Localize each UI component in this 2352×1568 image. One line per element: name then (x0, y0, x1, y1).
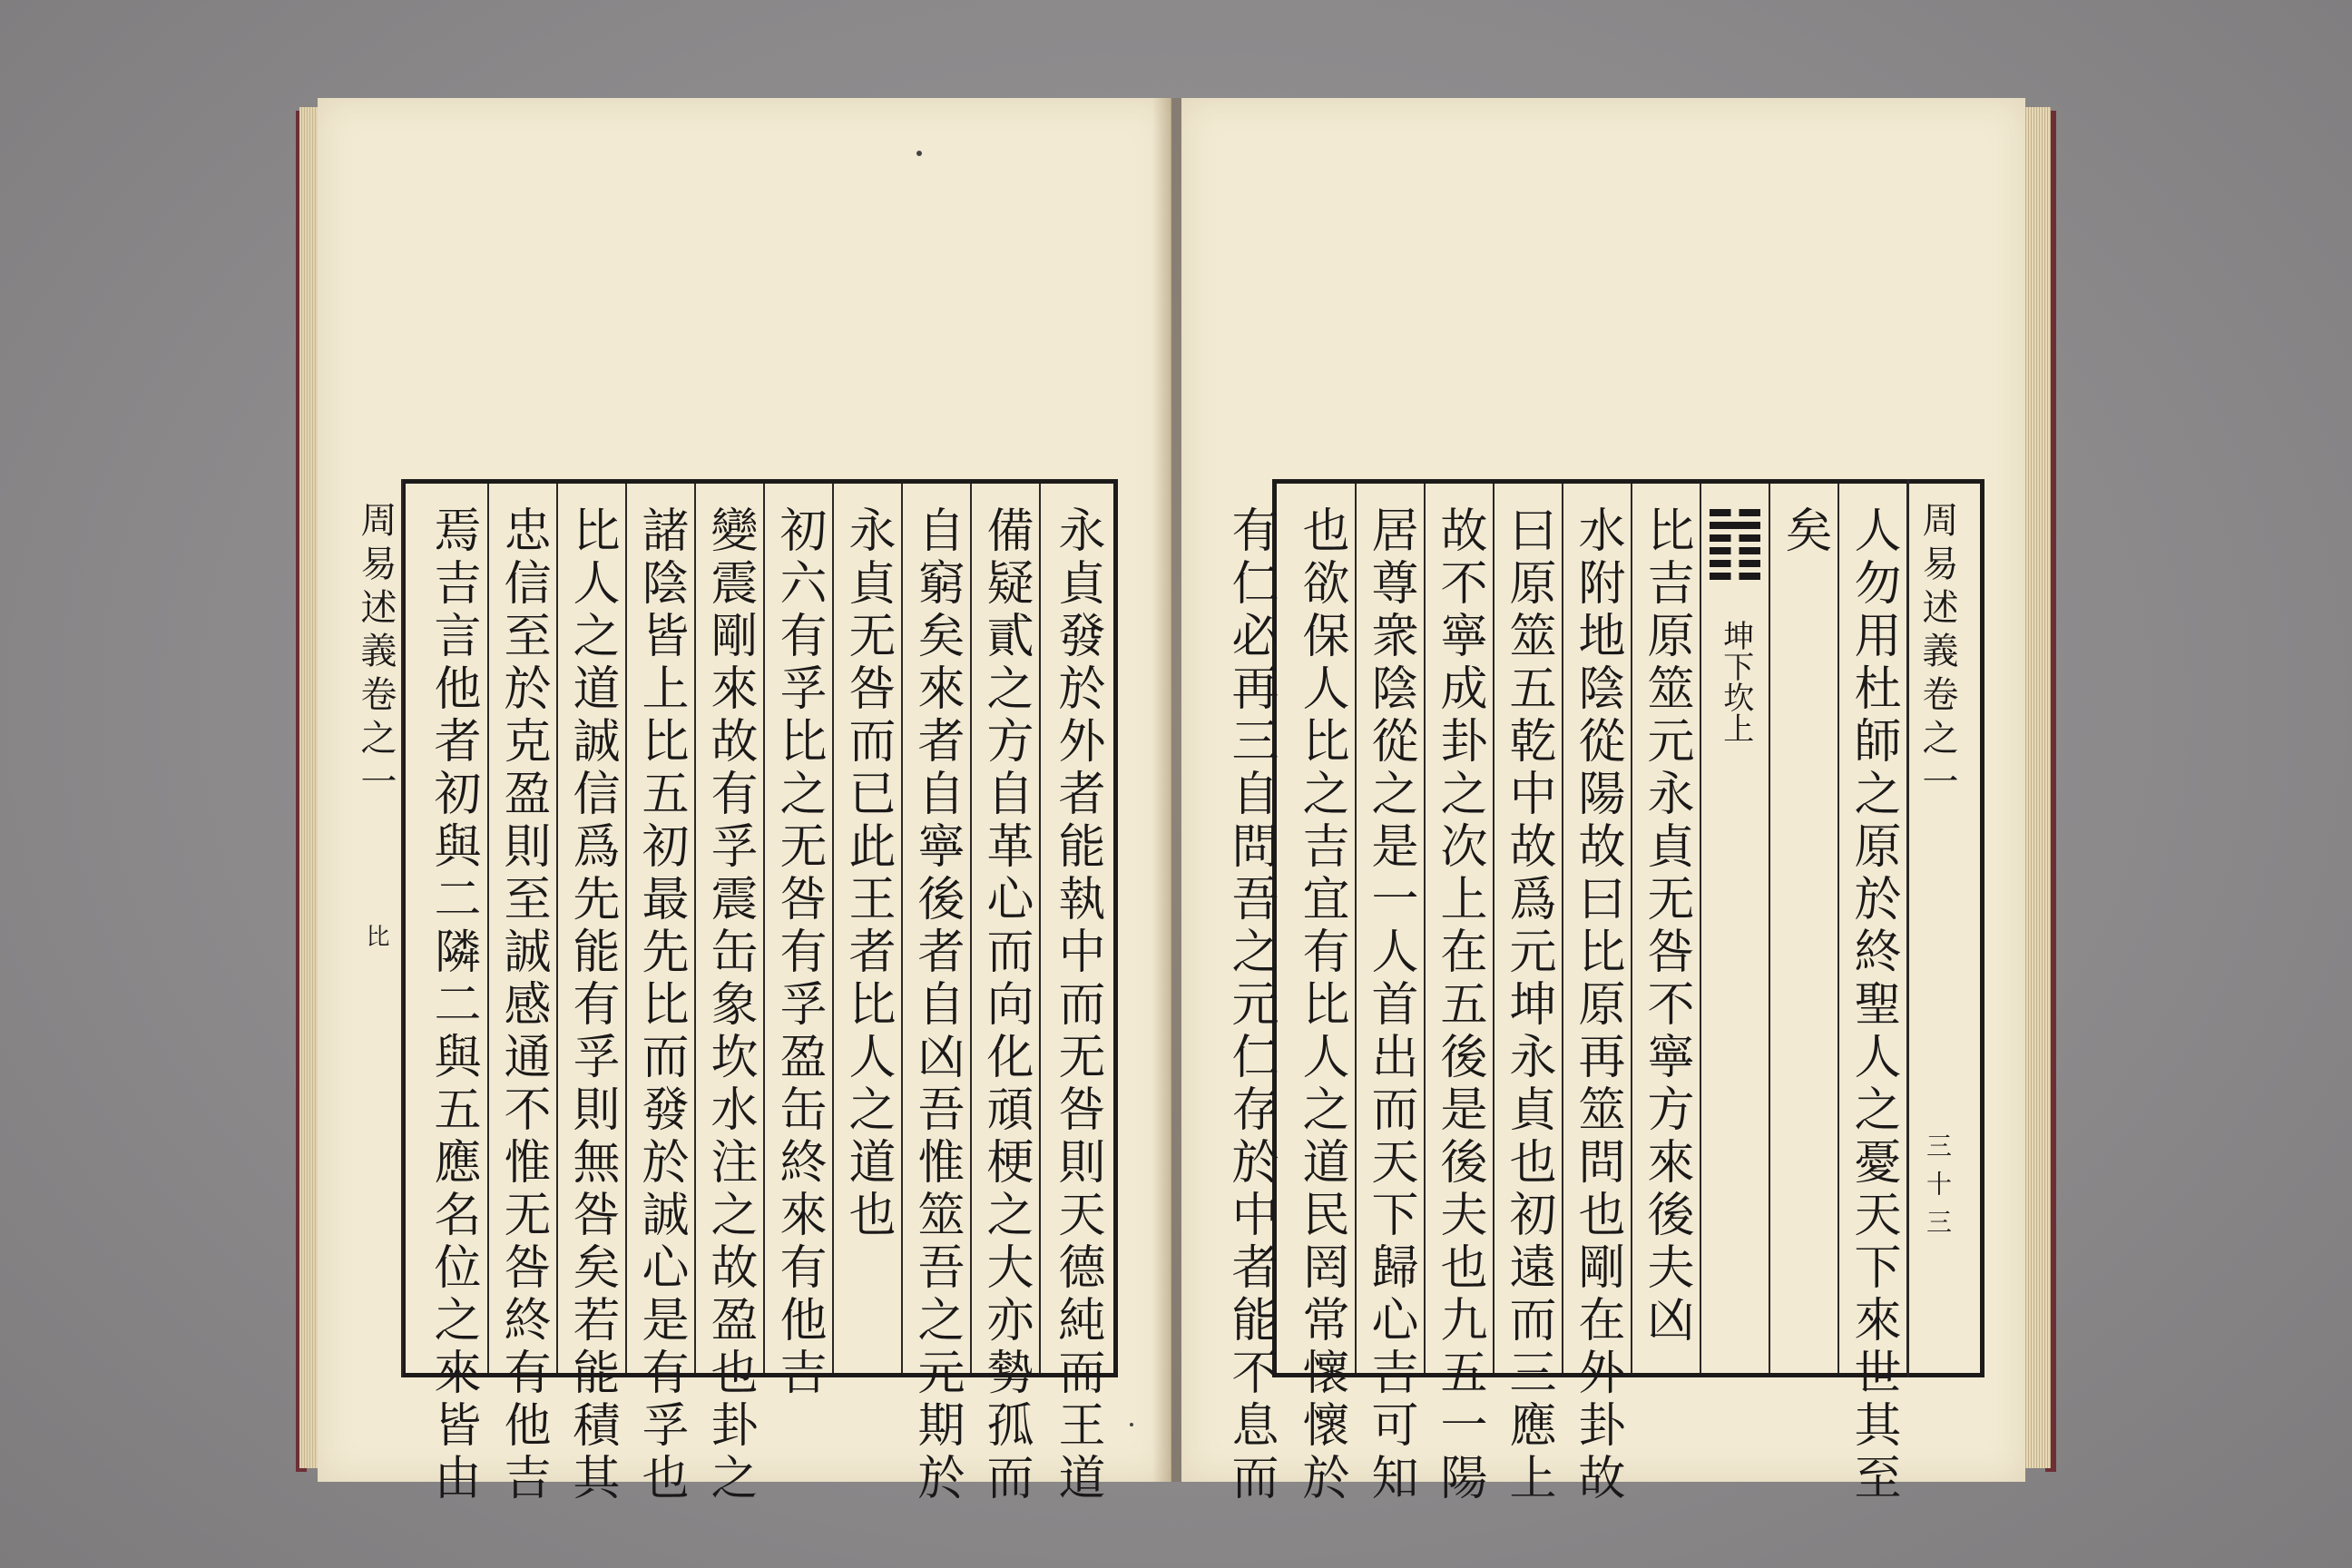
page-stack-left (299, 107, 319, 1468)
right-text-frame (1223, 479, 1984, 1505)
text-column: 人勿用杜師之原於終聖人之憂天下來世其至 (1839, 484, 1908, 1373)
text-column: 焉吉言他者初與二隣二與五應名位之來皆由 (418, 484, 489, 1373)
page-stack-right (2024, 107, 2051, 1468)
text-column: 初六有孚比之无咎有孚盈缶終來有他吉 (765, 484, 834, 1373)
text-column: 矣 (1770, 484, 1839, 1373)
text-column: 自窮矣來者自寧後者自凶吾惟筮吾之元期於 (903, 484, 972, 1373)
text-column: 變震剛來故有孚震缶象坎水注之故盈也卦之 (696, 484, 765, 1373)
text-column: 比人之道誠信爲先能有孚則無咎矣若能積其 (558, 484, 627, 1373)
left-page (318, 98, 1171, 1505)
text-column: 比吉原筮元永貞无咎不寧方來後夫凶 (1632, 484, 1701, 1373)
ink-speck (1130, 1423, 1133, 1426)
text-column: 故不寧成卦之次上在五後是後夫也九五一陽 (1426, 484, 1494, 1373)
book-title: 周易述義卷之一 (1916, 501, 1958, 806)
left-text-frame (401, 479, 1118, 1505)
ink-speck (916, 151, 922, 156)
hexagram-column (1701, 484, 1770, 1373)
text-column: 忠信至於克盈則至誠感通不惟无咎終有他吉 (489, 484, 558, 1373)
text-column: 曰原筮五乾中故爲元坤永貞也初遠而三應上 (1494, 484, 1563, 1373)
text-column: 諸陰皆上比五初最先比而發於誠心是有孚也 (627, 484, 696, 1373)
hexagram-bi-symbol (1710, 509, 1760, 585)
page-number: 三十三 (1923, 1132, 1953, 1247)
hexagram-label: 比 (362, 924, 389, 960)
text-column: 水附地陰從陽故曰比原再筮問也剛在外卦故 (1563, 484, 1632, 1373)
text-column: 有仁必再三自問吾之元仁存於中者能不息而 (1223, 505, 1278, 1505)
trigram-label: 坤下坎上 (1717, 620, 1754, 743)
center-margin-strip (1907, 479, 1965, 1377)
open-book (299, 98, 2051, 1505)
text-column: 備疑貳之方自革心而向化頑梗之大亦勢孤而 (972, 484, 1041, 1373)
text-column: 永貞无咎而已此王者比人之道也 (834, 484, 903, 1373)
right-page (1181, 98, 2025, 1505)
text-column: 也欲保人比之吉宜有比人之道民罔常懷懷於 (1288, 484, 1357, 1373)
text-column: 居尊衆陰從之是一人首出而天下歸心吉可知 (1357, 484, 1426, 1373)
center-margin-strip (350, 479, 403, 1377)
text-column: 永貞發於外者能執中而无咎則天德純而王道 (1050, 505, 1104, 1505)
book-title: 周易述義卷之一 (355, 501, 397, 806)
